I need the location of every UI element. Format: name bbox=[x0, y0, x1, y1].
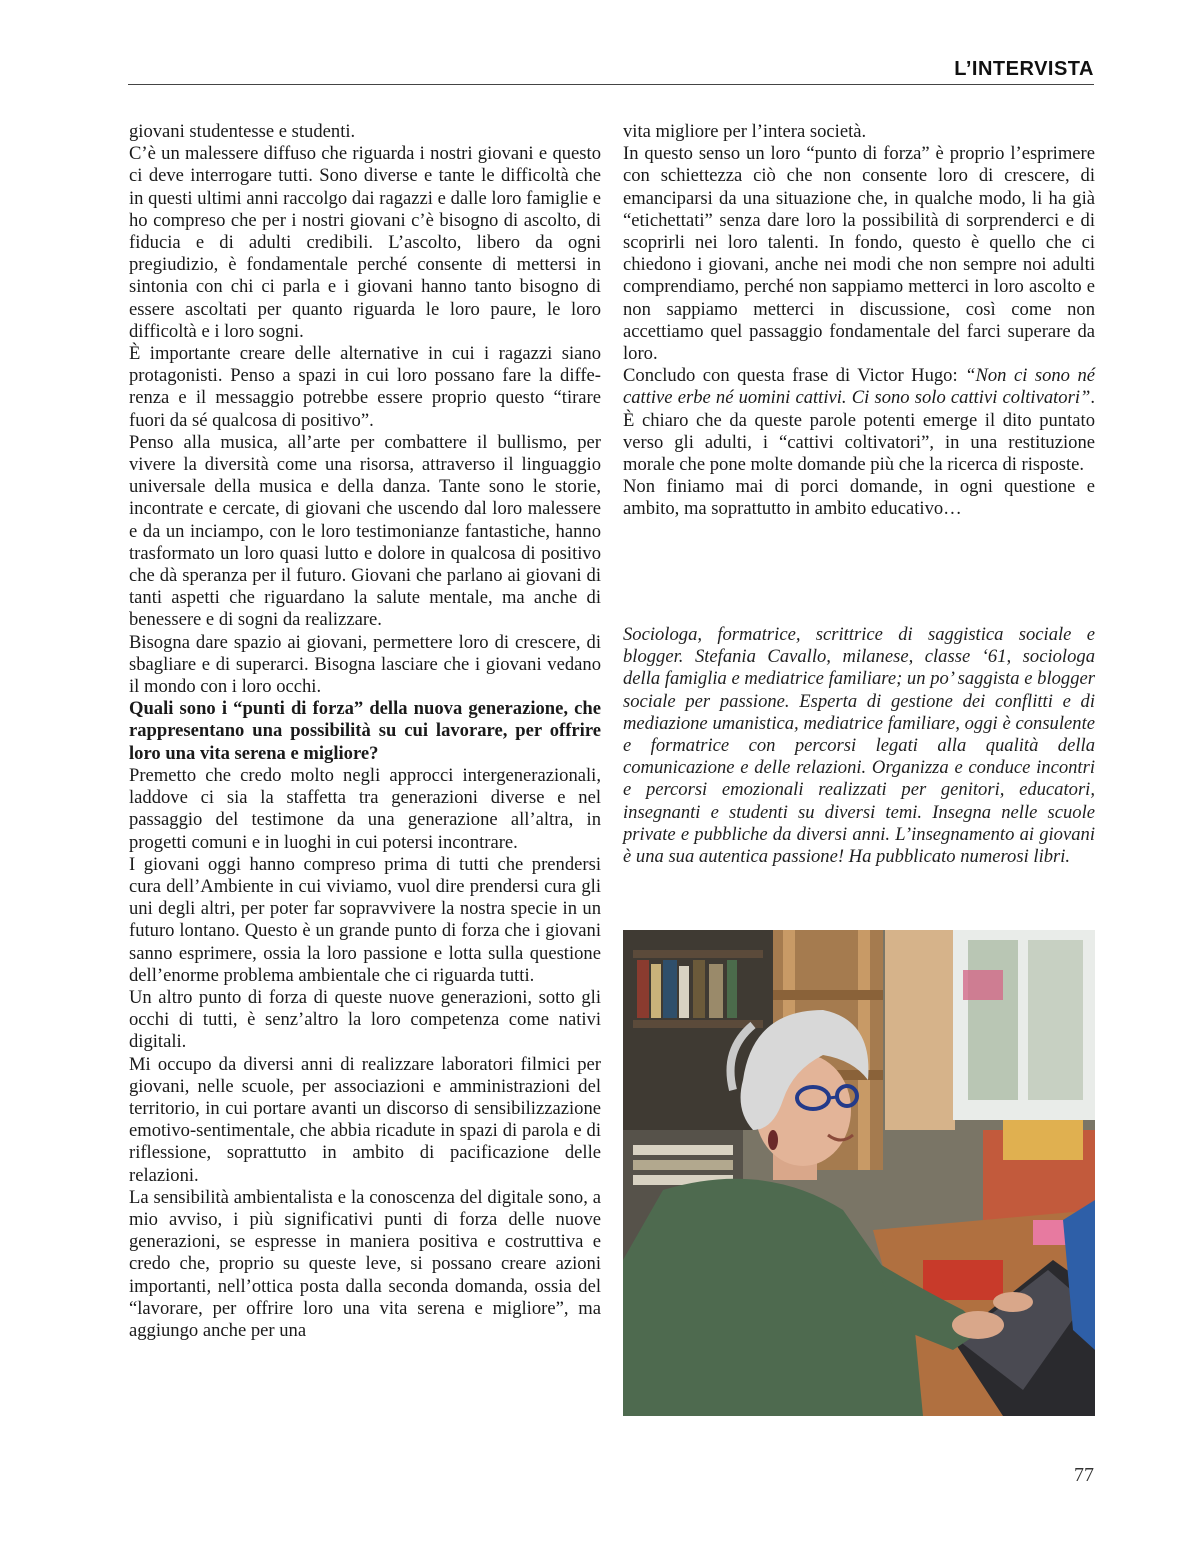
hugo-quote-paragraph bbox=[623, 365, 1095, 476]
paragraph: Mi occupo da diversi anni di realizzare laboratori filmici per giovani, nelle scuole, per associazioni e amministrazioni del territorio, in cui portare avanti un discorso di sensibilizzazione emotivo-sentimentale, che abbia ricadute in spazi di parola e di riflessione, soprattutto in ambito di pacificazione delle relazioni. bbox=[129, 1053, 601, 1186]
interview-question: Quali sono i “punti di forza” della nuova generazione, che rappresentano una possibilità su cui lavorare, per offrire loro una vita serena e migliore? bbox=[129, 698, 601, 764]
paragraph: vita migliore per l’intera società. bbox=[623, 121, 867, 142]
quote-intro: Concludo con questa frase di Victor Hugo: bbox=[623, 365, 966, 387]
header-rule bbox=[128, 84, 1094, 85]
paragraph: giovani studentesse e studenti. bbox=[129, 121, 356, 142]
paragraph: Bisogna dare spazio ai giovani, permettere loro di crescere, di sbagliare e di superarci. Bisogna lasciare che i giovani vedano il mondo con i loro occhi. bbox=[129, 631, 601, 698]
author-bio-text: Sociologa, formatrice, scrittrice di saggistica sociale e blogger. Stefania Cavallo, milanese, classe ‘61, sociologa della famiglia e mediatrice familiare; un po’ saggista e blogger sociale per passione. Esperta di gestione dei conflitti e di mediazione umanistica, mediatrice familiare, oggi è consulente e formatrice con percorsi legati alla qualità della comunicazione e delle relazioni. Organizza e conduce incontri e percorsi emozionali realizzati per genitori, educatori, insegnanti e studenti su diversi temi. Insegna nelle scuole private e pubbliche da diversi anni. L’insegnamento ai giovani è una sua autentica passione! Ha pubblicato numerosi libri. bbox=[623, 624, 1095, 868]
author-photo-illustration bbox=[623, 930, 1095, 1416]
page-number: 77 bbox=[1074, 1464, 1094, 1486]
paragraph: C’è un malessere diffuso che riguarda i nostri giovani e questo ci deve interrogare tutti. Sono diverse e tante le difficoltà che in questi ultimi anni raccolgo dai ragazzi e dalle loro famiglie e ho compreso che per i nostri giovani c’è bisogno di ascolto, di fiducia e di adulti credibili. L’ascolto, libero da ogni pregiudizio, è fondamentale perché consente di mettersi in sintonia con chi ci parla e i giovani hanno tanto bisogno di essere ascoltati per quanto riguarda le loro paure, le loro difficoltà e i loro sogni. bbox=[129, 143, 601, 342]
hugo-quote: “Non ci sono né cattive erbe né uomini cattivi. Ci sono solo cattivi coltivatori” bbox=[623, 365, 1095, 409]
paragraph: Non finiamo mai di porci domande, in ogni questione e ambito, ma soprattutto in ambito educativo… bbox=[623, 476, 1095, 520]
left-column bbox=[129, 121, 601, 1342]
author-photo bbox=[623, 930, 1095, 1416]
section-header: L’INTERVISTA bbox=[954, 58, 1094, 80]
paragraph: I giovani oggi hanno compreso prima di tutti che prendersi cura dell’Ambiente in cui viviamo, vuol dire prendersi cura gli uni degli altri, per poter far sopravvivere la nostra specie in un futuro lontano. Questo è un grande punto di forza che i giovani sanno esprimere, ossia la loro passione e lotta sulla questione dell’enorme problema ambientale che ci riguarda tutti. bbox=[129, 853, 601, 986]
paragraph: È importante creare delle alternative in cui i ragazzi siano protagonisti. Penso a spazi in cui loro possano fare la differenza e il messaggio potrebbe essere proprio questo “tirare fuori da sé qualcosa di positivo”. bbox=[129, 343, 601, 431]
paragraph: Premetto che credo molto negli approcci intergenerazionali, laddove ci sia la staffetta tra generazioni diverse e nel passaggio del testimone da una generazione all’altra, in progetti comuni e in luoghi in cui potersi incontrare. bbox=[129, 764, 601, 853]
author-bio bbox=[623, 624, 1095, 868]
right-column bbox=[623, 121, 1095, 521]
paragraph: In questo senso un loro “punto di forza” è proprio l’esprimere con schiettezza ciò che non consente loro di crescere, di emanciparsi da una situazione che, in qualche modo, li ha già “etichettati” senza dare loro la possibilità di sorprenderci e di scoprirli nei loro talenti. In fondo, questo è quello che ci chiedono i giovani, anche nei modi che non sempre noi adulti comprendiamo, perché non sappiamo metterci in loro ascolto e non sappiamo metterci in discussione, così come non accettiamo quel passaggio fondamentale del farci superare da loro. bbox=[623, 143, 1095, 365]
paragraph: Penso alla musica, all’arte per combattere il bullismo, per vivere la diversità come una risorsa, attraverso il linguaggio universale della musica e della danza. Tante sono le storie, incontrate e cercate, di giovani che uscendo dal loro malessere e da un inciampo, con le loro testimonianze fantastiche, hanno trasformato un loro quasi lutto e dolore in qualcosa di positivo che dà speranza per il futuro. Giovani che parlano ai giovani di tanti aspetti che riguardano la salute mentale, ma anche di benessere e di sogni da realizzare. bbox=[129, 431, 601, 631]
quote-commentary: . È chiaro che da queste parole potenti emerge il dito puntato verso gli adulti, i “cattivi coltivatori”, in una restituzione morale che pone molte domande più che la ricerca di risposte. bbox=[623, 387, 1095, 476]
paragraph: La sensibilità ambientalista e la conoscenza del digitale sono, a mio avviso, i più significativi punti di forza delle nuove generazioni, se espresse in maniera positiva e costruttiva e credo che, proprio su queste leve, si possano creare azioni importanti, nell’ottica posta dalla seconda domanda, ossia del “lavorare, per offrire loro una vita serena e migliore”, ma aggiungo anche per una bbox=[129, 1186, 601, 1341]
paragraph: Un altro punto di forza di queste nuove generazioni, sotto gli occhi di tutti, è senz’altro la loro competenza come nativi digitali. bbox=[129, 986, 601, 1053]
